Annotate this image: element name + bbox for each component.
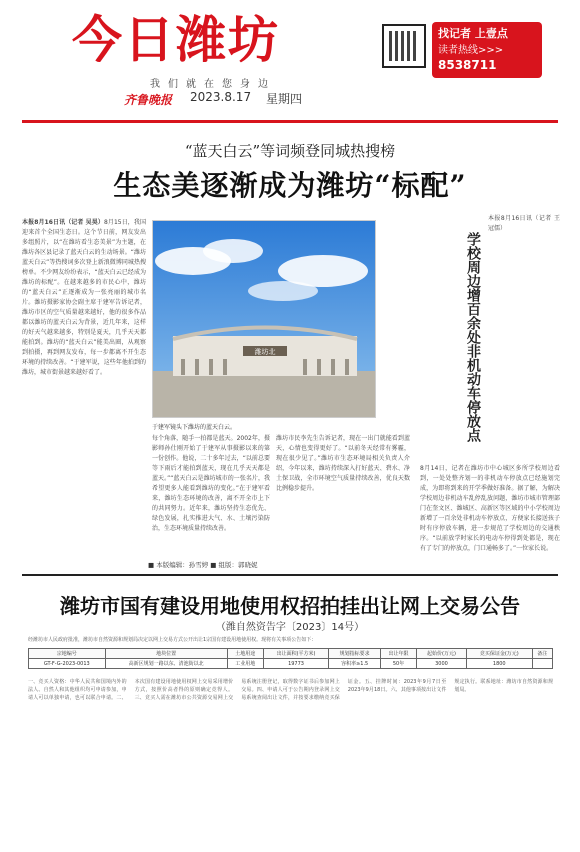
table-cell: 容积率≥1.5 — [329, 659, 381, 669]
lead-middle-column: 每个角落，随手一拍都是蓝天。2002年，摄影师孙仕刚开始了于建军从事摄影以来的第一份创作。他说，二十多年过去，“以前总要等下雨后才能拍到蓝天，现在几乎天天都是蓝天。”“蓝天白云是潍坊城市的一张名片，我希望更多人能看到潍坊的变化。”在于建军看来，潍坊生态环境的改善，离不开全市上下的共同努力。近年来，潍坊坚持生态优先、绿色发展，扎实推进大气、水、土壤污染防治，生态环境质量持续改善。 — [152, 435, 270, 532]
table-header: 起始价(万元) — [417, 649, 467, 659]
paper-name: 齐鲁晚报 — [124, 93, 173, 107]
qr-code-icon[interactable] — [382, 24, 426, 68]
station-sign: 潍坊北 — [254, 348, 276, 356]
table-cell: 高新区规划一路以东、清池街以北 — [105, 659, 227, 669]
hotline-label: 读者热线>>> — [438, 45, 504, 56]
issue-weekday: 星期四 — [266, 92, 303, 106]
table-cell: 3000 — [417, 659, 467, 669]
table-header: 备注 — [532, 649, 552, 659]
table-header: 出让年限 — [381, 649, 417, 659]
notice-intro: 经潍坊市人民政府批准，潍坊市自然资源和规划局决定以网上交易方式公开出让1宗国有建设用地使用权。现将有关事项公告如下： — [28, 637, 317, 643]
table-header: 竞买保证金(万元) — [466, 649, 532, 659]
table-cell — [532, 659, 552, 669]
side-story-text: 8月14日，记者在潍坊市中心城区多所学校周边看到，一处处整齐划一的非机动车停放点已经施划完成，为即将到来的开学季做好准备。据了解，为解决学校周边非机动车乱停乱放问题，潍坊市城市管理部门在奎文区、潍城区、高新区等区域的中小学校周边新增了一百余处非机动车停放点，方便家长接送孩子时有序停放车辆，进一步规范了学校周边的交通秩序。“以前放学时家长的电动车停得到处都是，现在有了专门的停放点，门口通畅多了。”一位家长说。 — [420, 465, 560, 552]
lead-kicker: “蓝天白云”等词频登同城热搜榜 — [184, 142, 396, 160]
table-cell: GT-F-G-2023-0013 — [29, 659, 106, 669]
side-headline: 学校周边增百余处非机动车停放点 — [465, 232, 481, 442]
table-row — [29, 659, 553, 669]
station-photo — [152, 220, 376, 418]
table-header: 土地用途 — [227, 649, 263, 659]
table-cell: 19773 — [263, 659, 329, 669]
divider — [22, 120, 558, 123]
table-cell: 1800 — [466, 659, 532, 669]
table-cell: 工业用地 — [227, 659, 263, 669]
notice-body: 一、竞买人资格：中华人民共和国境内外的法人、自然人和其他组织均可申请参加，申请人可以单独申请，也可以联合申请。二、本次国有建设用地使用权网上交易采用增价方式，按照价高者得的原则确定竞得人。三、竞买人需在潍坊市公共资源交易网上交易系统注册登记，取得数字证书后参加网上交易。四、申请人可于公告期内登录网上交易系统查阅出让文件，并按要求缴纳竞买保证金。五、挂牌时间：2023年9月7日至2023年9月18日。六、其他事项按出让文件规定执行。联系地址：潍坊市自然资源和规划局。 — [28, 679, 553, 701]
lead-headline: 生态美逐渐成为潍坊“标配” — [113, 169, 467, 202]
issue-date: 2023.8.17 — [190, 90, 252, 104]
lead-left-column — [22, 218, 146, 556]
find-reporter-label: 找记者 上壹点 — [438, 27, 508, 40]
reporter-hotline-box — [432, 22, 542, 78]
lead-left-text: 8月15日，我国迎来首个全国生态日。这个节日前，网友发出多组照片，以“在潍坊看生态美景”为主题，在潍坊各区县记录了蓝天白云的生动场景。“潍坊蓝天白云”等热搜词多次登上新浪微博同城热搜榜单。不少网友纷纷表示，“蓝天白云已经成为潍坊的标配”。在越来越多的市民心中，潍坊的“蓝天白云”正逐渐成为一张亮丽的城市名片。潍坊摄影家协会副主席于建军告诉记者，潍坊市区的空气质量越来越好，他的很多作品都以潍坊的蓝天白云为背景，近几年来，这样的好天气越来越多，特别是夏天，几乎天天都能拍到。潍坊的“蓝天白云”能美出圈，从观察到拍摄，再到网友发布，每一步都离不开生态环境的持续改善。“于建军说，这些年他拍到的潍坊，城市街景越来越好看了。 — [22, 219, 146, 376]
land-table — [28, 648, 553, 669]
divider — [22, 574, 558, 576]
side-byline: 本报8月16日讯（记者 王冠儒） — [488, 215, 560, 232]
lead-right-middle-column: 潍坊市民李先生告诉记者，现在一出门就能看到蓝天，心情也变得更好了。“以前冬天经常有雾霾，现在很少见了。”潍坊市生态环境局相关负责人介绍，今年以来，潍坊持续深入打好蓝天、碧水、净土保卫战，全市环境空气质量持续改善，优良天数比例稳步提升。 — [276, 435, 410, 492]
masthead — [0, 0, 580, 118]
page-credit: ■ 本版编辑：孙雪婷 ■ 组版：郭晓妮 — [148, 561, 258, 569]
lead-byline: 本报8月16日讯（记者 吴昊） — [22, 219, 104, 226]
notice-subtitle: （潍自然资告字〔2023〕14号） — [215, 622, 365, 633]
paper-logo: 今日潍坊 — [72, 11, 280, 69]
table-header: 宗地编号 — [29, 649, 106, 659]
table-header: 出让面积(平方米) — [263, 649, 329, 659]
hotline-number: 8538711 — [438, 58, 497, 72]
table-cell: 50年 — [381, 659, 417, 669]
table-header: 地块位置 — [105, 649, 227, 659]
notice-title: 潍坊市国有建设用地使用权招拍挂出让网上交易公告 — [60, 594, 520, 618]
photo-caption: 于建军镜头下潍坊的蓝天白云。 — [152, 424, 237, 431]
table-header: 规划指标要求 — [329, 649, 381, 659]
slogan: 我们就在您身边 — [150, 79, 276, 90]
